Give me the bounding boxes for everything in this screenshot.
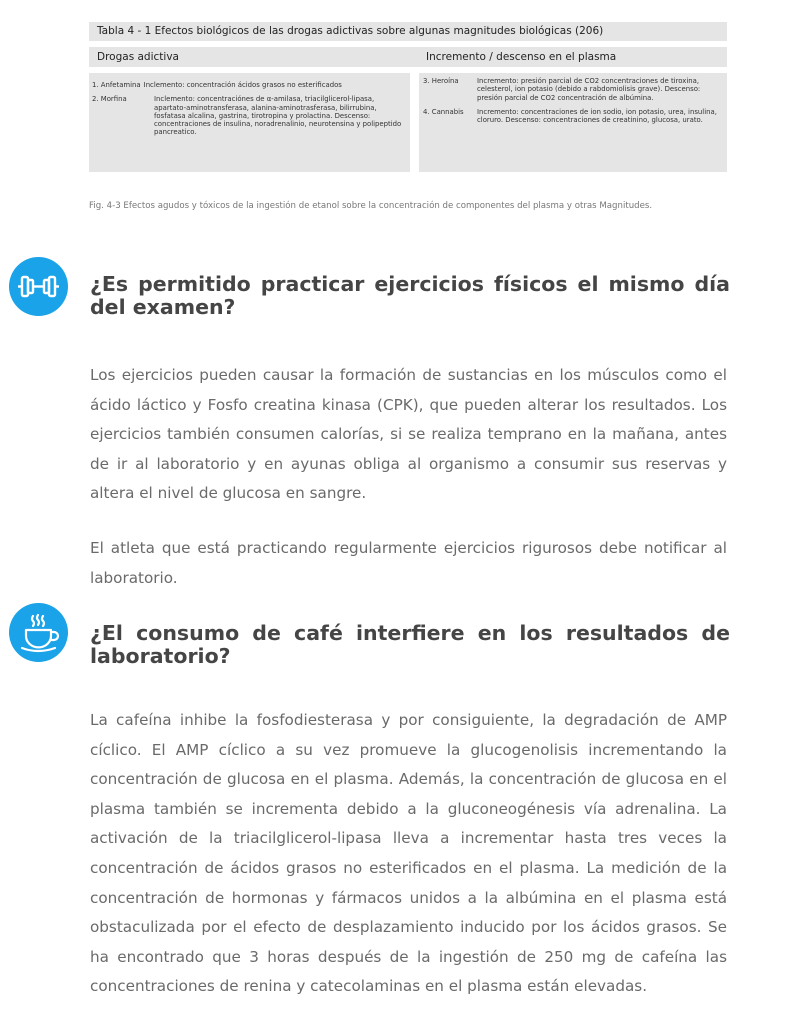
table-entry <box>92 81 407 89</box>
drug-name: 4. Cannabis <box>423 107 464 116</box>
table-entry <box>423 77 723 102</box>
table-entry <box>423 108 723 125</box>
drug-name: 3. Heroína <box>423 77 459 85</box>
table-right-column <box>419 73 727 172</box>
drug-effect: Incremento: presión parcial de CO2 concentraciones de tiroxina, celesterol, ion potasio (debido a rabdomiolisis grave). Descenso: presión parcial de CO2 concentración de albúmina. <box>477 77 701 102</box>
section-heading-coffee: ¿El consumo de café interfiere en los resultados de laboratorio? <box>90 621 730 668</box>
drug-name: 1. Anfetamina <box>92 81 141 89</box>
dumbbell-icon <box>9 257 68 316</box>
table-header-effects: Incremento / descenso en el plasma <box>426 51 617 63</box>
drug-effect: Inclemento: concentraciónes de α-amilasa, triacilglicerol-lipasa, apartato-aminotransferasa, alanina-aminotrasferasa, bilirrubina, fosfatasa alcalina, gastrina, tirotropina y prolactina. Descenso: concentraciones de insulina, noradrenalinio, neurotensina y polipeptido pancreatico. <box>154 95 402 137</box>
table-entry <box>92 95 407 136</box>
drug-effect: Inclemento: concentración ácidos grasos no esterificados <box>143 81 342 89</box>
drug-name: 2. Morfina <box>92 95 127 104</box>
table-header-drugs: Drogas adictiva <box>97 51 179 63</box>
table-left-column <box>89 73 410 172</box>
section-paragraph: El atleta que está practicando regularmente ejercicios rigurosos debe notificar al laboratorio. <box>90 539 727 587</box>
section-paragraph: La cafeína inhibe la fosfodiesterasa y por consiguiente, la degradación de AMP cíclico. El AMP cíclico a su vez promueve la glucogenolisis incrementando la concentración de glucosa en el plasma. Además, la concentración de glucosa en el plasma también se incrementa debido a la gluconeogénesis vía adrenalina. La activación de la triacilglicerol-lipasa lleva a incrementar hasta tres veces la concentración de ácidos grasos no esterificados en el plasma. La medición de la concentración de hormonas y fármacos unidos a la albúmina en el plasma está obstaculizada por el efecto de desplazamiento inducido por los ácidos grasos. Se ha encontrado que 3 horas después de la ingestión de 250 mg de cafeína las concentraciones de renina y catecolaminas en el plasma están elevadas. <box>90 711 727 996</box>
table-title: Tabla 4 - 1 Efectos biológicos de las drogas adictivas sobre algunas magnitudes biológicas (206) <box>89 22 727 41</box>
coffee-cup-icon <box>9 603 68 662</box>
table-header-row <box>89 47 727 67</box>
table-body <box>89 73 727 172</box>
section-heading-exercise: ¿Es permitido practicar ejercicios físicos el mismo día del examen? <box>90 272 730 319</box>
drug-effect: Incremento: concentraciones de ion sodio, ion potasio, urea, insulina, cloruro. Descenso: concentraciones de creatinino, glucosa, urato. <box>477 107 717 125</box>
section-paragraph: Los ejercicios pueden causar la formación de sustancias en los músculos como el ácido láctico y Fosfo creatina kinasa (CPK), que pueden alterar los resultados. Los ejercicios también consumen calorías, si se realiza temprano en la mañana, antes de ir al laboratorio y en ayunas obliga al organismo a consumir sus reservas y altera el nivel de glucosa en sangre. <box>90 366 727 503</box>
drug-effects-table <box>89 22 727 172</box>
figure-caption: Fig. 4-3 Efectos agudos y tóxicos de la ingestión de etanol sobre la concentración de componentes del plasma y otras Magnitudes. <box>89 201 653 211</box>
